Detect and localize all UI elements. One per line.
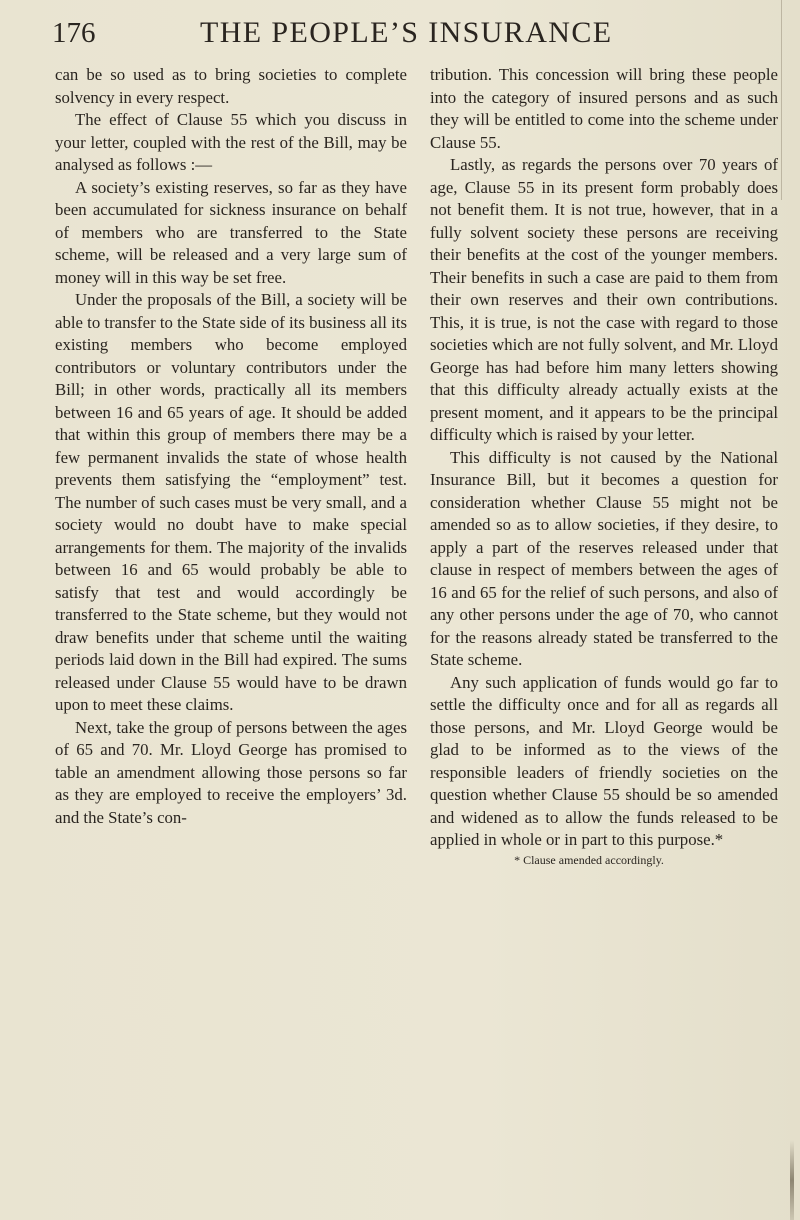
paragraph: Under the proposals of the Bill, a society will be able to transfer to the State side of its business all its existing members who become employed contributors or voluntary contributors under the Bill; in other words, practically all its members between 16 and 65 years of age. It should be added that within this group of members there may be a few permanent invalids the state of whose health prevents them satisfying the “employment” test. The number of such cases must be very small, and a society would no doubt have to make special arrangements for them. The majority of the invalids between 16 and 65 would probably be able to satisfy that test and would accordingly be transferred to the State scheme, but they would not draw benefits under that scheme until the waiting periods laid down in the Bill had expired. The sums released under Clause 55 would have to be drawn upon to meet these claims. bbox=[55, 290, 407, 714]
paragraph: Any such application of funds would go far to settle the difficulty once and for all as regards all those persons, and Mr. Lloyd George would be glad to be informed as to the views of the responsible leaders of friendly societies on the question whether Clause 55 should be so amended and widened as to allow the funds released to be applied in whole or in part to this purpose.* bbox=[430, 672, 778, 849]
paragraph: This difficulty is not caused by the National Insurance Bill, but it becomes a question for consideration whether Clause 55 might not be amended so as to allow societies, if they desire, to apply a part of the reserves released under that clause in respect of members between the ages of 16 and 65 for the relief of such persons, and also of any other persons under the age of 70, who cannot for the reasons already stated be transferred to the State scheme. bbox=[430, 447, 778, 669]
paragraph: The effect of Clause 55 which you discuss in your letter, coupled with the rest of the Bill, may be analysed as follows :— bbox=[55, 110, 407, 174]
page-edge-mark bbox=[790, 1140, 794, 1220]
page-number: 176 bbox=[52, 17, 96, 49]
paragraph: can be so used as to bring societies to complete solvency in every respect. bbox=[55, 65, 407, 107]
page-header bbox=[52, 16, 770, 56]
left-column bbox=[55, 64, 407, 829]
running-title: THE PEOPLE’S INSURANCE bbox=[200, 16, 613, 49]
paragraph: Lastly, as regards the persons over 70 years of age, Clause 55 in its present form probably does not benefit them. It is not true, however, that in a fully solvent society these persons are receiving their benefits at the cost of the younger members. Their benefits in such a case are paid to them from their own reserves and their own contributions. This, it is true, is not the case with regard to those societies which are not fully solvent, and Mr. Lloyd George has had before him many letters showing that this difficulty already actually exists at the present moment, and it appears to be the principal difficulty which is raised by your letter. bbox=[430, 155, 778, 444]
page-edge-shadow bbox=[781, 0, 782, 200]
right-column bbox=[430, 64, 778, 868]
footnote: * Clause amended accordingly. bbox=[514, 852, 664, 867]
paragraph: tribution. This concession will bring these people into the category of insured persons and as such they will be entitled to come into the scheme under Clause 55. bbox=[430, 65, 778, 152]
paragraph: A society’s existing reserves, so far as they have been accumulated for sickness insurance on behalf of members who are transferred to the State scheme, will be released and a very large sum of money will in this way be set free. bbox=[55, 177, 407, 287]
paragraph: Next, take the group of persons between the ages of 65 and 70. Mr. Lloyd George has promised to table an amendment allowing those persons so far as they are employed to receive the employers’ 3d. and the State’s con- bbox=[55, 717, 407, 827]
